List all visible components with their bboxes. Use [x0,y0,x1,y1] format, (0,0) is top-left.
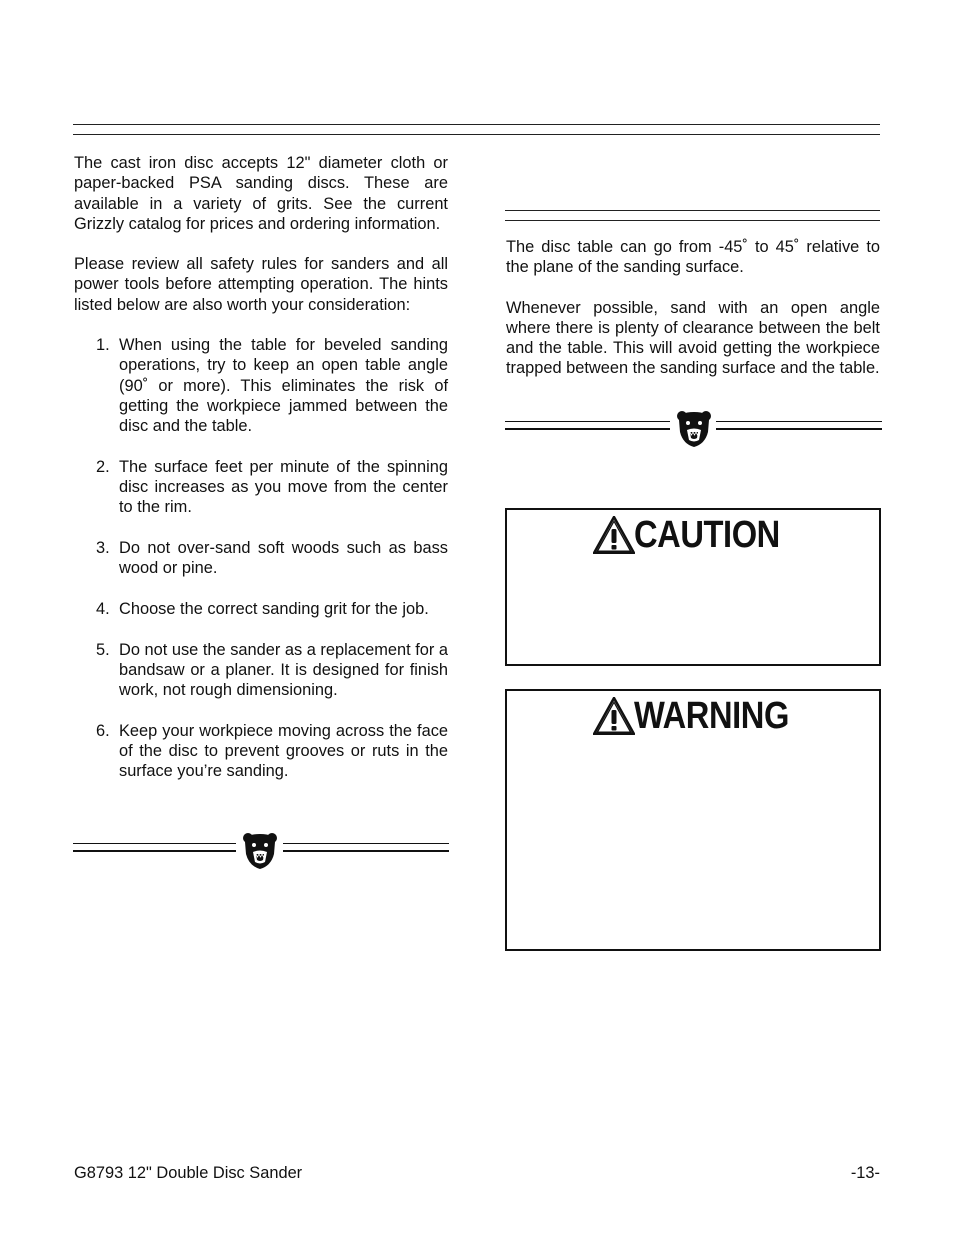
caution-sign [593,516,804,554]
caution-box [505,508,881,666]
hints-list [74,335,448,782]
warning-triangle-icon [593,516,635,554]
list-item: 1. When using the table for beveled sanding operations, try to keep an open table angle (90˚ or more). This eliminates the risk of getting the workpiece jammed between the disc and the table. [96,336,448,436]
grizzly-bear-icon [675,410,713,448]
list-item: 6. Keep your workpiece moving across the face of the disc to prevent grooves or ruts in the surface you’re sanding. [96,721,448,781]
warning-label: WARNING [634,695,789,737]
safety-paragraph: Please review all safety rules for sanders and all power tools before attempting operation. The hints listed below are also worth your consideration: [74,255,448,314]
header-rule-top [73,124,880,125]
section-divider-left [73,832,449,862]
header-rule-bottom [73,134,880,135]
left-column [74,153,448,802]
list-item: 4. Choose the correct sanding grit for the job. [96,599,429,618]
subheading-rule-bottom [505,220,880,221]
page-number: -13- [850,1164,880,1182]
footer-model: G8793 12" Double Disc Sander [74,1164,303,1182]
subheading-rule-top [505,210,880,211]
warning-sign [593,697,814,735]
list-item: 2. The surface feet per minute of the spinning disc increases as you move from the center to the rim. [96,457,448,517]
list-item: 5. Do not use the sander as a replacement for a bandsaw or a planer. It is designed for finish work, not rough dimensioning. [96,640,448,700]
grizzly-bear-icon [241,832,279,870]
caution-label: CAUTION [634,514,780,556]
intro-paragraph: The cast iron disc accepts 12" diameter cloth or paper-backed PSA sanding discs. These are available in a variety of grits. See the current Grizzly catalog for prices and ordering information. [74,154,448,233]
section-divider-right [505,410,882,440]
warning-box [505,689,881,951]
table-angle-paragraph: Whenever possible, sand with an open angle where there is plenty of clearance between the belt and the table. This will avoid getting the workpiece trapped between the sanding surface and the table. [506,298,880,378]
table-range-paragraph: The disc table can go from -45˚ to 45˚ relative to the plane of the sanding surface. [506,238,880,277]
warning-triangle-icon [593,697,635,735]
list-item: 3. Do not over-sand soft woods such as bass wood or pine. [96,539,448,578]
right-column [506,237,880,379]
